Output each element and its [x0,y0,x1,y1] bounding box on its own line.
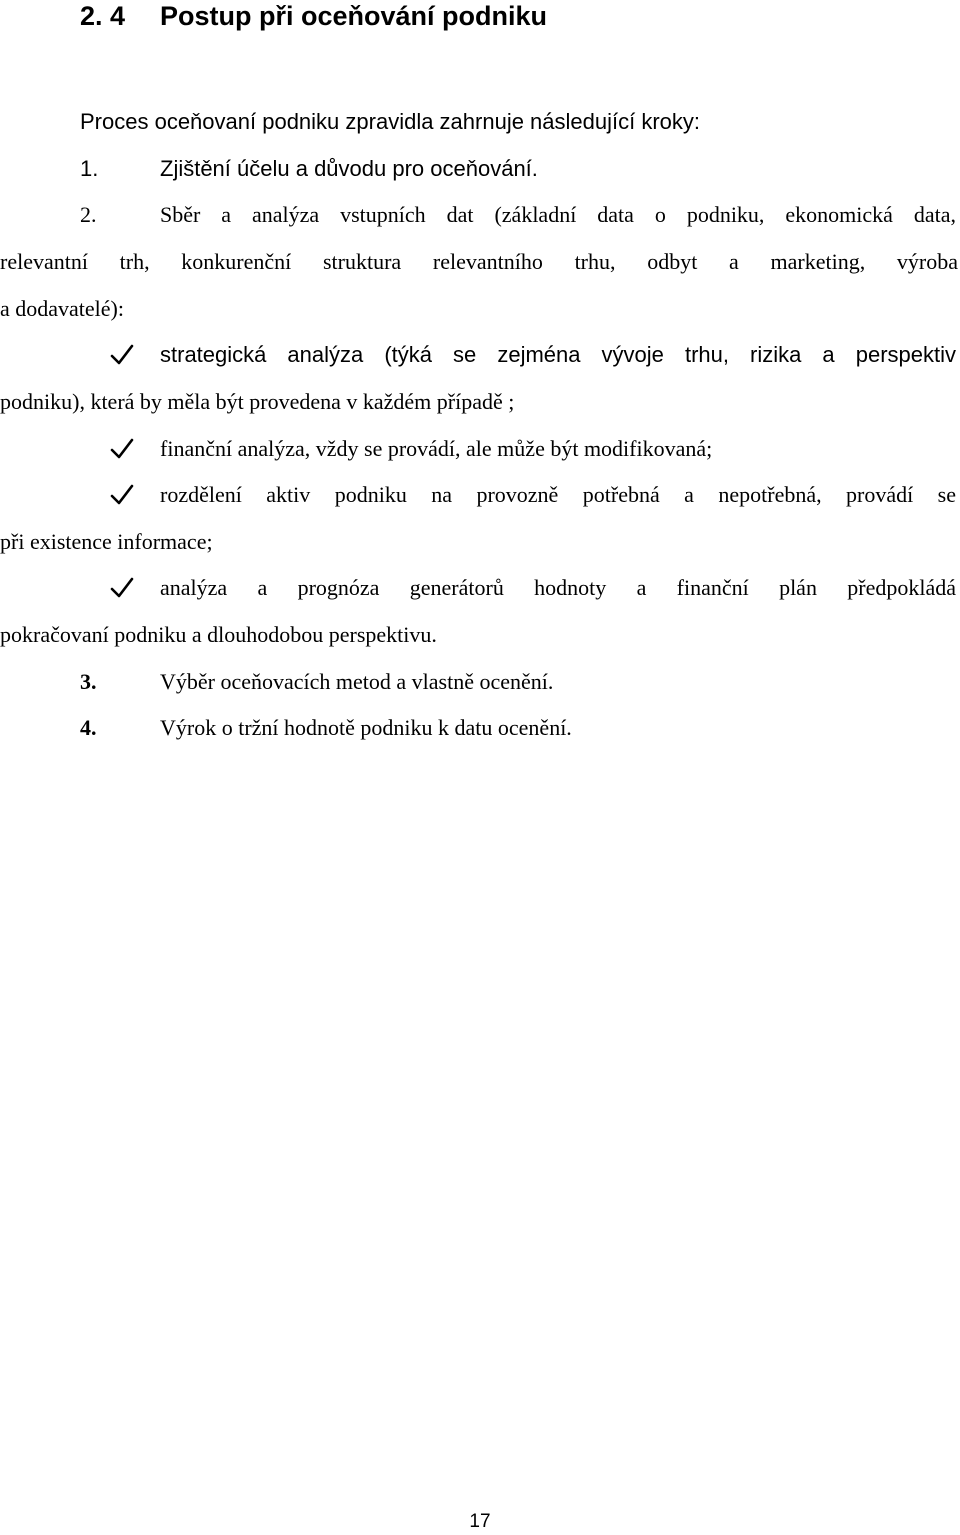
step-number: 1. [80,156,99,181]
page-number: 17 [469,1511,491,1532]
checkmark-icon [110,576,134,600]
step-number: 2. [80,202,97,227]
bullet-text: rozdělení aktiv podniku na provozně potřebná a nepotřebná, provádí se [160,482,956,507]
step-text: Výběr oceňovacích metod a vlastně ocenění. [160,669,554,694]
step-text: Sběr a analýza vstupních dat (základní data o podniku, ekonomická data, [160,202,956,227]
bullet-continuation: pokračovaní podniku a dlouhodobou perspektivu. [0,622,437,647]
section-heading [80,0,547,32]
checkmark-icon [110,437,134,461]
step-2-continuation: a dodavatelé): [0,296,124,321]
section-title: Postup při oceňování podniku [160,1,548,31]
step-text: Výrok o tržní hodnotě podniku k datu ocenění. [160,715,572,740]
step-number: 3. [80,669,97,694]
intro-paragraph: Proces oceňovaní podniku zpravidla zahrnuje následující kroky: [80,109,701,134]
section-number: 2. 4 [80,1,126,31]
bullet-continuation: podniku), která by měla být provedena v každém případě ; [0,389,515,414]
step-text: Zjištění účelu a důvodu pro oceňování. [160,156,538,181]
step-number: 4. [80,715,97,740]
bullet-continuation: při existence informace; [0,529,213,554]
checkmark-icon [110,483,134,507]
checkmark-icon [110,343,134,367]
bullet-text: finanční analýza, vždy se provádí, ale může být modifikovaná; [160,436,713,461]
step-2-continuation: relevantní trh, konkurenční struktura relevantního trhu, odbyt a marketing, výroba [0,249,958,274]
bullet-text: strategická analýza (týká se zejména vývoje trhu, rizika a perspektiv [160,342,956,367]
bullet-text: analýza a prognóza generátorů hodnoty a finanční plán předpokládá [160,575,956,600]
